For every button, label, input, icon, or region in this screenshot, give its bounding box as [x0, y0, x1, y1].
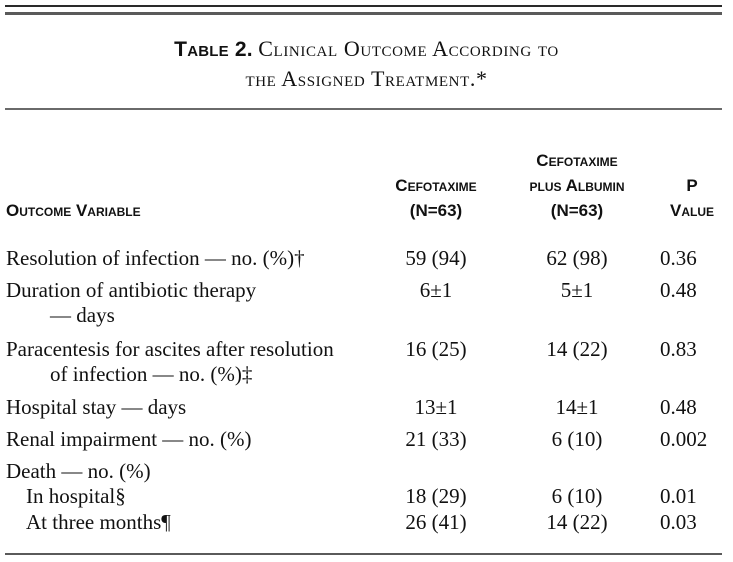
row-variable-continued: of infection — no. (%)‡: [50, 362, 253, 386]
cell-p-value: 0.01: [660, 484, 697, 508]
cell-p-value: 0.36: [660, 246, 697, 270]
cell-cefotaxime: 26 (41): [405, 510, 467, 534]
cell-cefotaxime: 16 (25): [405, 337, 467, 361]
cell-cefotaxime: 6±1: [419, 278, 453, 302]
bottom-rule: [5, 553, 722, 555]
cell-cefotaxime: 18 (29): [405, 484, 467, 508]
cell-p-value: 0.48: [660, 395, 697, 419]
table-title-line1: Clinical Outcome According to: [258, 36, 559, 61]
row-variable-continued: — days: [50, 303, 115, 327]
cell-cef-albumin: 6 (10): [551, 427, 603, 451]
row-variable: Paracentesis for ascites after resolution: [6, 337, 334, 361]
cell-cef-albumin: 14 (22): [546, 337, 608, 361]
cell-p-value: 0.48: [660, 278, 697, 302]
header-p-value: [655, 173, 729, 223]
cell-cef-albumin: 14 (22): [546, 510, 608, 534]
cell-cefotaxime: 21 (33): [405, 427, 467, 451]
cell-cef-albumin: 14±1: [555, 395, 599, 419]
header-albumin-n: (N=63): [550, 201, 604, 220]
cell-cef-albumin: 5±1: [560, 278, 594, 302]
top-rule: [5, 5, 722, 7]
row-variable: At three months¶: [26, 510, 171, 534]
cell-p-value: 0.002: [660, 427, 708, 451]
title-rule: [5, 108, 722, 110]
cell-cefotaxime: 13±1: [414, 395, 458, 419]
row-variable: In hospital§: [26, 484, 126, 508]
table-label: Table 2.: [174, 38, 253, 61]
header-albumin-name1: Cefotaxime: [536, 151, 618, 170]
header-outcome-variable: Outcome Variable: [6, 201, 141, 220]
cell-cefotaxime: 59 (94): [405, 246, 467, 270]
header-cefotaxime: [370, 173, 502, 223]
header-value: Value: [669, 201, 714, 220]
row-variable: Resolution of infection — no. (%)†: [6, 246, 305, 270]
row-variable-group: Death — no. (%): [6, 459, 151, 483]
header-cefotaxime-n: (N=63): [409, 201, 463, 220]
cell-cef-albumin: 6 (10): [551, 484, 603, 508]
cell-cef-albumin: 62 (98): [546, 246, 608, 270]
table-title-line2: the Assigned Treatment.*: [245, 66, 488, 91]
header-cefotaxime-name: Cefotaxime: [395, 176, 477, 195]
row-variable: Hospital stay — days: [6, 395, 187, 419]
header-albumin-name2: plus Albumin: [529, 176, 625, 195]
row-variable: Renal impairment — no. (%): [6, 427, 252, 451]
cell-p-value: 0.03: [660, 510, 697, 534]
top-rule-thick: [5, 12, 722, 15]
cell-p-value: 0.83: [660, 337, 697, 361]
row-variable: Duration of antibiotic therapy: [6, 278, 257, 302]
header-p: P: [686, 176, 698, 195]
table-title: [0, 34, 733, 93]
header-cefotaxime-albumin: [510, 148, 644, 223]
